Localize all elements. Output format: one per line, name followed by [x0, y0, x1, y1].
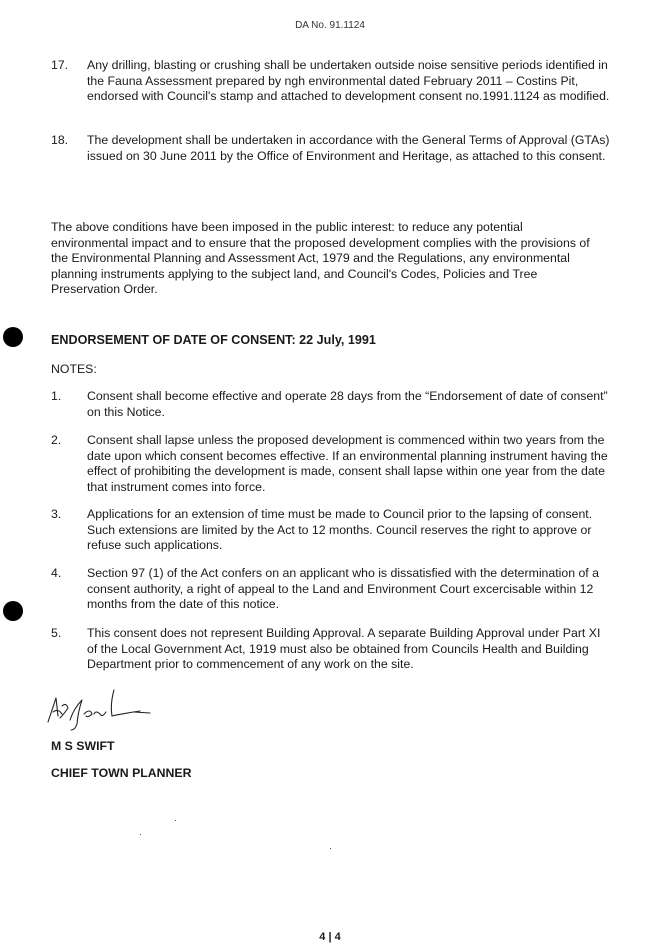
note-4	[51, 566, 611, 613]
note-5	[51, 626, 611, 673]
note-2	[51, 433, 611, 495]
condition-18	[51, 133, 611, 164]
note-number: 5.	[51, 626, 62, 640]
handwritten-signature	[44, 684, 174, 734]
punch-hole	[3, 327, 23, 347]
scan-speck	[330, 848, 331, 849]
condition-17	[51, 58, 611, 105]
note-number: 3.	[51, 507, 62, 521]
note-1	[51, 389, 611, 420]
da-number-header: DA No. 91.1124	[295, 20, 365, 31]
note-number: 4.	[51, 566, 62, 580]
notes-label: NOTES:	[51, 362, 97, 376]
note-text: Applications for an extension of time must be made to Council prior to the lapsing of consent. Such extensions are limited by the Act to 12 months. Council reserves the right to approve or refuse such applications.	[87, 507, 593, 552]
scan-speck	[140, 834, 141, 835]
scan-speck	[175, 820, 176, 821]
note-number: 1.	[51, 389, 62, 403]
note-text: Consent shall become effective and operate 28 days from the “Endorsement of date of consent” on this Notice.	[87, 389, 608, 419]
note-text: Section 97 (1) of the Act confers on an applicant who is dissatisfied with the determination of a consent authority, a right of appeal to the Land and Environment Court excercisable within 12 months from the date of this notice.	[87, 566, 599, 611]
condition-number: 17.	[51, 58, 69, 72]
condition-number: 18.	[51, 133, 69, 147]
endorsement-heading: ENDORSEMENT OF DATE OF CONSENT: 22 July, 1991	[51, 333, 376, 347]
signer-title: CHIEF TOWN PLANNER	[51, 766, 192, 780]
signer-name: M S SWIFT	[51, 739, 115, 753]
page-number: 4 | 4	[319, 931, 341, 943]
note-number: 2.	[51, 433, 62, 447]
punch-hole	[3, 601, 23, 621]
note-text: This consent does not represent Building Approval. A separate Building Approval under Part XI of the Local Government Act, 1919 must also be obtained from Councils Health and Building Department prior to commencement of any work on the site.	[87, 626, 601, 671]
note-text: Consent shall lapse unless the proposed development is commenced within two years from the date upon which consent becomes effective. If an environmental planning instrument having the effect of prohibiting the development is made, consent shall lapse within one year from the date that instrument comes into force.	[87, 433, 608, 494]
condition-text: Any drilling, blasting or crushing shall be undertaken outside noise sensitive periods identified in the Fauna Assessment prepared by ngh environmental dated February 2011 – Costins Pit, endorsed with Council's stamp and attached to development consent no.1991.1124 as modified.	[87, 58, 610, 103]
condition-text: The development shall be undertaken in accordance with the General Terms of Approval (GTAs) issued on 30 June 2011 by the Office of Environment and Heritage, as attached to this consent.	[87, 133, 610, 163]
note-3	[51, 507, 611, 554]
public-interest-paragraph: The above conditions have been imposed in the public interest: to reduce any potential environmental impact and to ensure that the proposed development complies with the provisions of the Environmental Planning and Assessment Act, 1979 and the Regulations, any environmental planning instruments applying to the subject land, and Council's Codes, Policies and Tree Preservation Order.	[51, 220, 590, 296]
